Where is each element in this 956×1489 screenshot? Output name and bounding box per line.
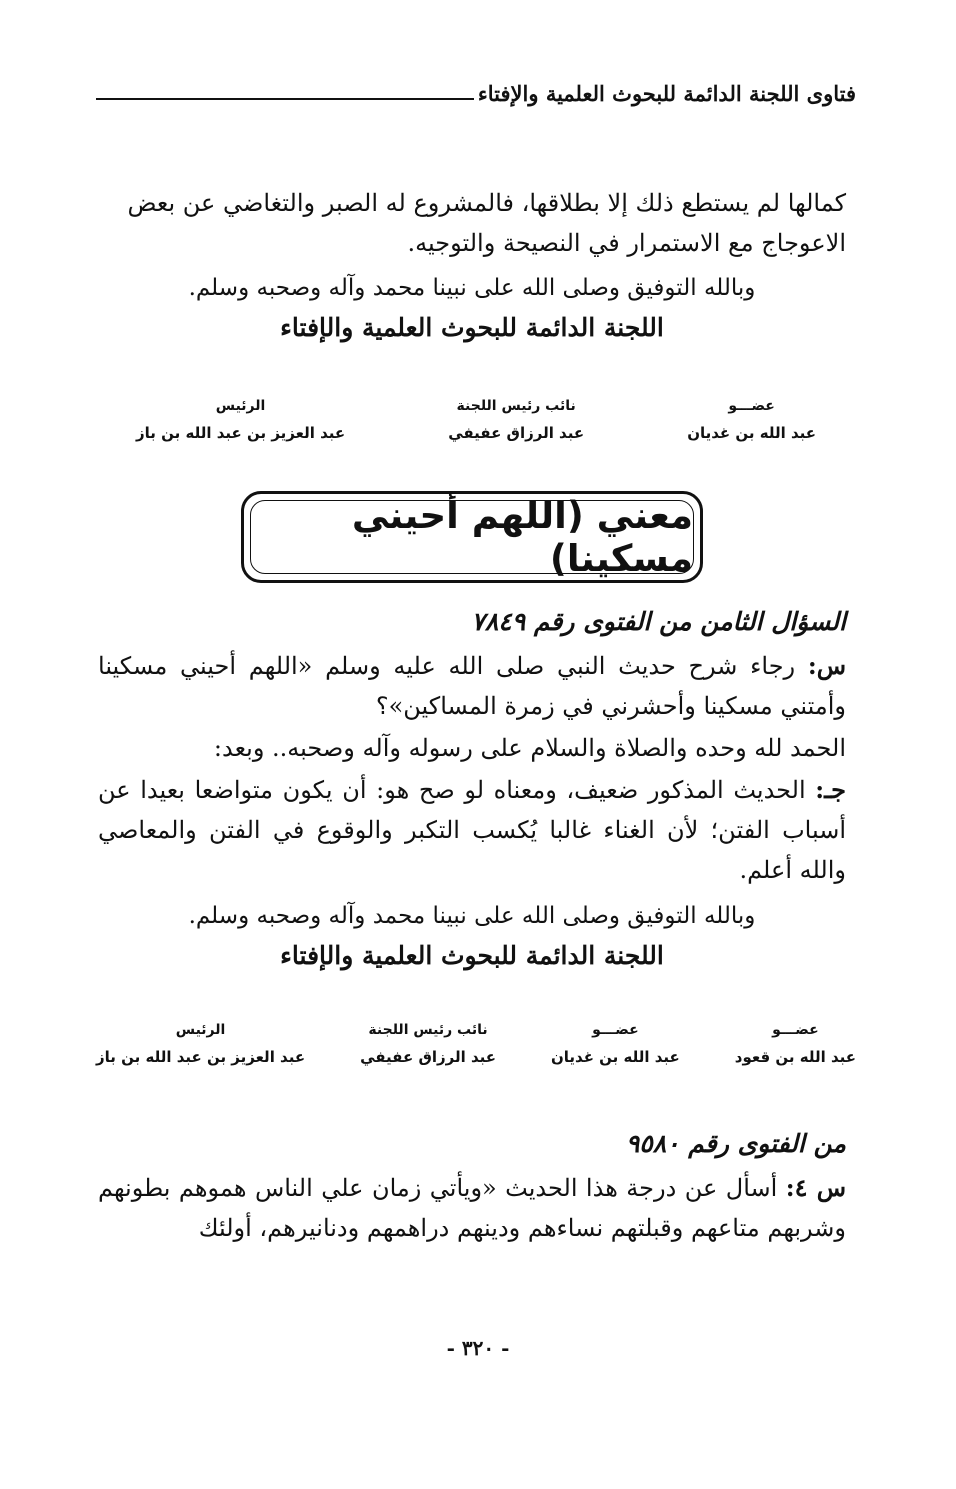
section-title-box — [241, 491, 703, 583]
signature-president — [96, 1022, 305, 1066]
signature-name: عبد الله بن غديان — [687, 424, 816, 442]
body-line: كمالها لم يستطع ذلك إلا بطلاقها، فالمشروع له الصبر والتغاضي عن بعض — [127, 189, 846, 217]
section-title: معني (اللهم أحيني مسكينا) — [351, 494, 693, 580]
section-title-inner — [250, 494, 694, 580]
signature-name: عبد الله بن غديان — [550, 1048, 680, 1066]
fatwa1-closing: وبالله التوفيق وصلى الله على نبينا محمد وآله وصحبه وسلم. — [188, 275, 756, 301]
fatwa-heading: من الفتوى رقم ٩٥٨٠ — [625, 1129, 846, 1158]
signature-role: عضـــو — [772, 1022, 819, 1038]
signature-member — [551, 1022, 680, 1066]
answer-prefix: جـ: — [815, 775, 846, 804]
question-text: رجاء شرح حديث النبي صلى الله عليه وسلم «اللهم أحيني مسكينا وأمتني مسكينا وأحشرني في زمرة المساكين»؟ — [98, 652, 846, 720]
header-title: فتاوى اللجنة الدائمة للبحوث العلمية والإفتاء — [477, 81, 856, 106]
signature-role: عضـــو — [592, 1022, 639, 1038]
question-heading: السؤال الثامن من الفتوى رقم ٧٨٤٩ — [471, 607, 846, 636]
running-header — [96, 72, 856, 106]
signature-name: عبد الله بن قعود — [734, 1048, 856, 1066]
signature-role: نائب رئيس اللجنة — [456, 398, 576, 414]
header-rule — [96, 98, 474, 100]
fatwa2-praise — [98, 728, 846, 768]
signature-vice-president — [448, 398, 584, 442]
fatwa2-closing: وبالله التوفيق وصلى الله على نبينا محمد وآله وصحبه وسلم. — [188, 903, 756, 929]
answer-text: الحديث المذكور ضعيف، ومعناه لو صح هو: أن يكون متواضعا بعيدا عن أسباب الفتن؛ لأن الغناء غالبا يُكسب التكبر والوقوع في الفتن والمعاصي والله أعلم. — [98, 776, 846, 884]
fatwa1-body — [98, 183, 846, 263]
signature-name: عبد العزيز بن عبد الله بن باز — [136, 424, 346, 442]
fatwa2-signatures — [96, 1022, 856, 1066]
signature-role: عضـــو — [728, 398, 775, 414]
signature-vice-president — [360, 1022, 496, 1066]
fatwa3-question — [98, 1168, 846, 1248]
signature-president — [136, 398, 345, 442]
signature-member — [687, 398, 816, 442]
signature-name: عبد الرزاق عفيفي — [360, 1048, 496, 1066]
signature-member — [735, 1022, 856, 1066]
body-line: الاعوجاج مع الاستمرار في النصيحة والتوجيه. — [407, 229, 846, 257]
question-prefix: س: — [807, 651, 846, 680]
fatwa1-committee: اللجنة الدائمة للبحوث العلمية والإفتاء — [280, 313, 664, 342]
fatwa2-answer — [98, 770, 846, 890]
fatwa2-question — [98, 646, 846, 726]
question-prefix: س ٤: — [785, 1173, 846, 1202]
signature-role: الرئيس — [175, 1022, 226, 1038]
signature-name: عبد العزيز بن عبد الله بن باز — [96, 1048, 306, 1066]
signature-name: عبد الرزاق عفيفي — [448, 424, 585, 442]
fatwa2-committee: اللجنة الدائمة للبحوث العلمية والإفتاء — [280, 941, 664, 970]
signature-role: الرئيس — [215, 398, 266, 414]
question-text: أسأل عن درجة هذا الحديث «ويأتي زمان علي الناس هموهم بطونهم وشربهم متاعهم وقبلتهم نساءهم ودينهم دراهمهم ودنانيرهم، أولئك — [98, 1174, 846, 1242]
page-number: - ٣٢٠ - — [446, 1336, 510, 1360]
signature-role: نائب رئيس اللجنة — [368, 1022, 488, 1038]
praise-text: الحمد لله وحده والصلاة والسلام على رسوله وآله وصحبه.. وبعد: — [213, 734, 846, 762]
fatwa1-signatures — [96, 398, 856, 442]
